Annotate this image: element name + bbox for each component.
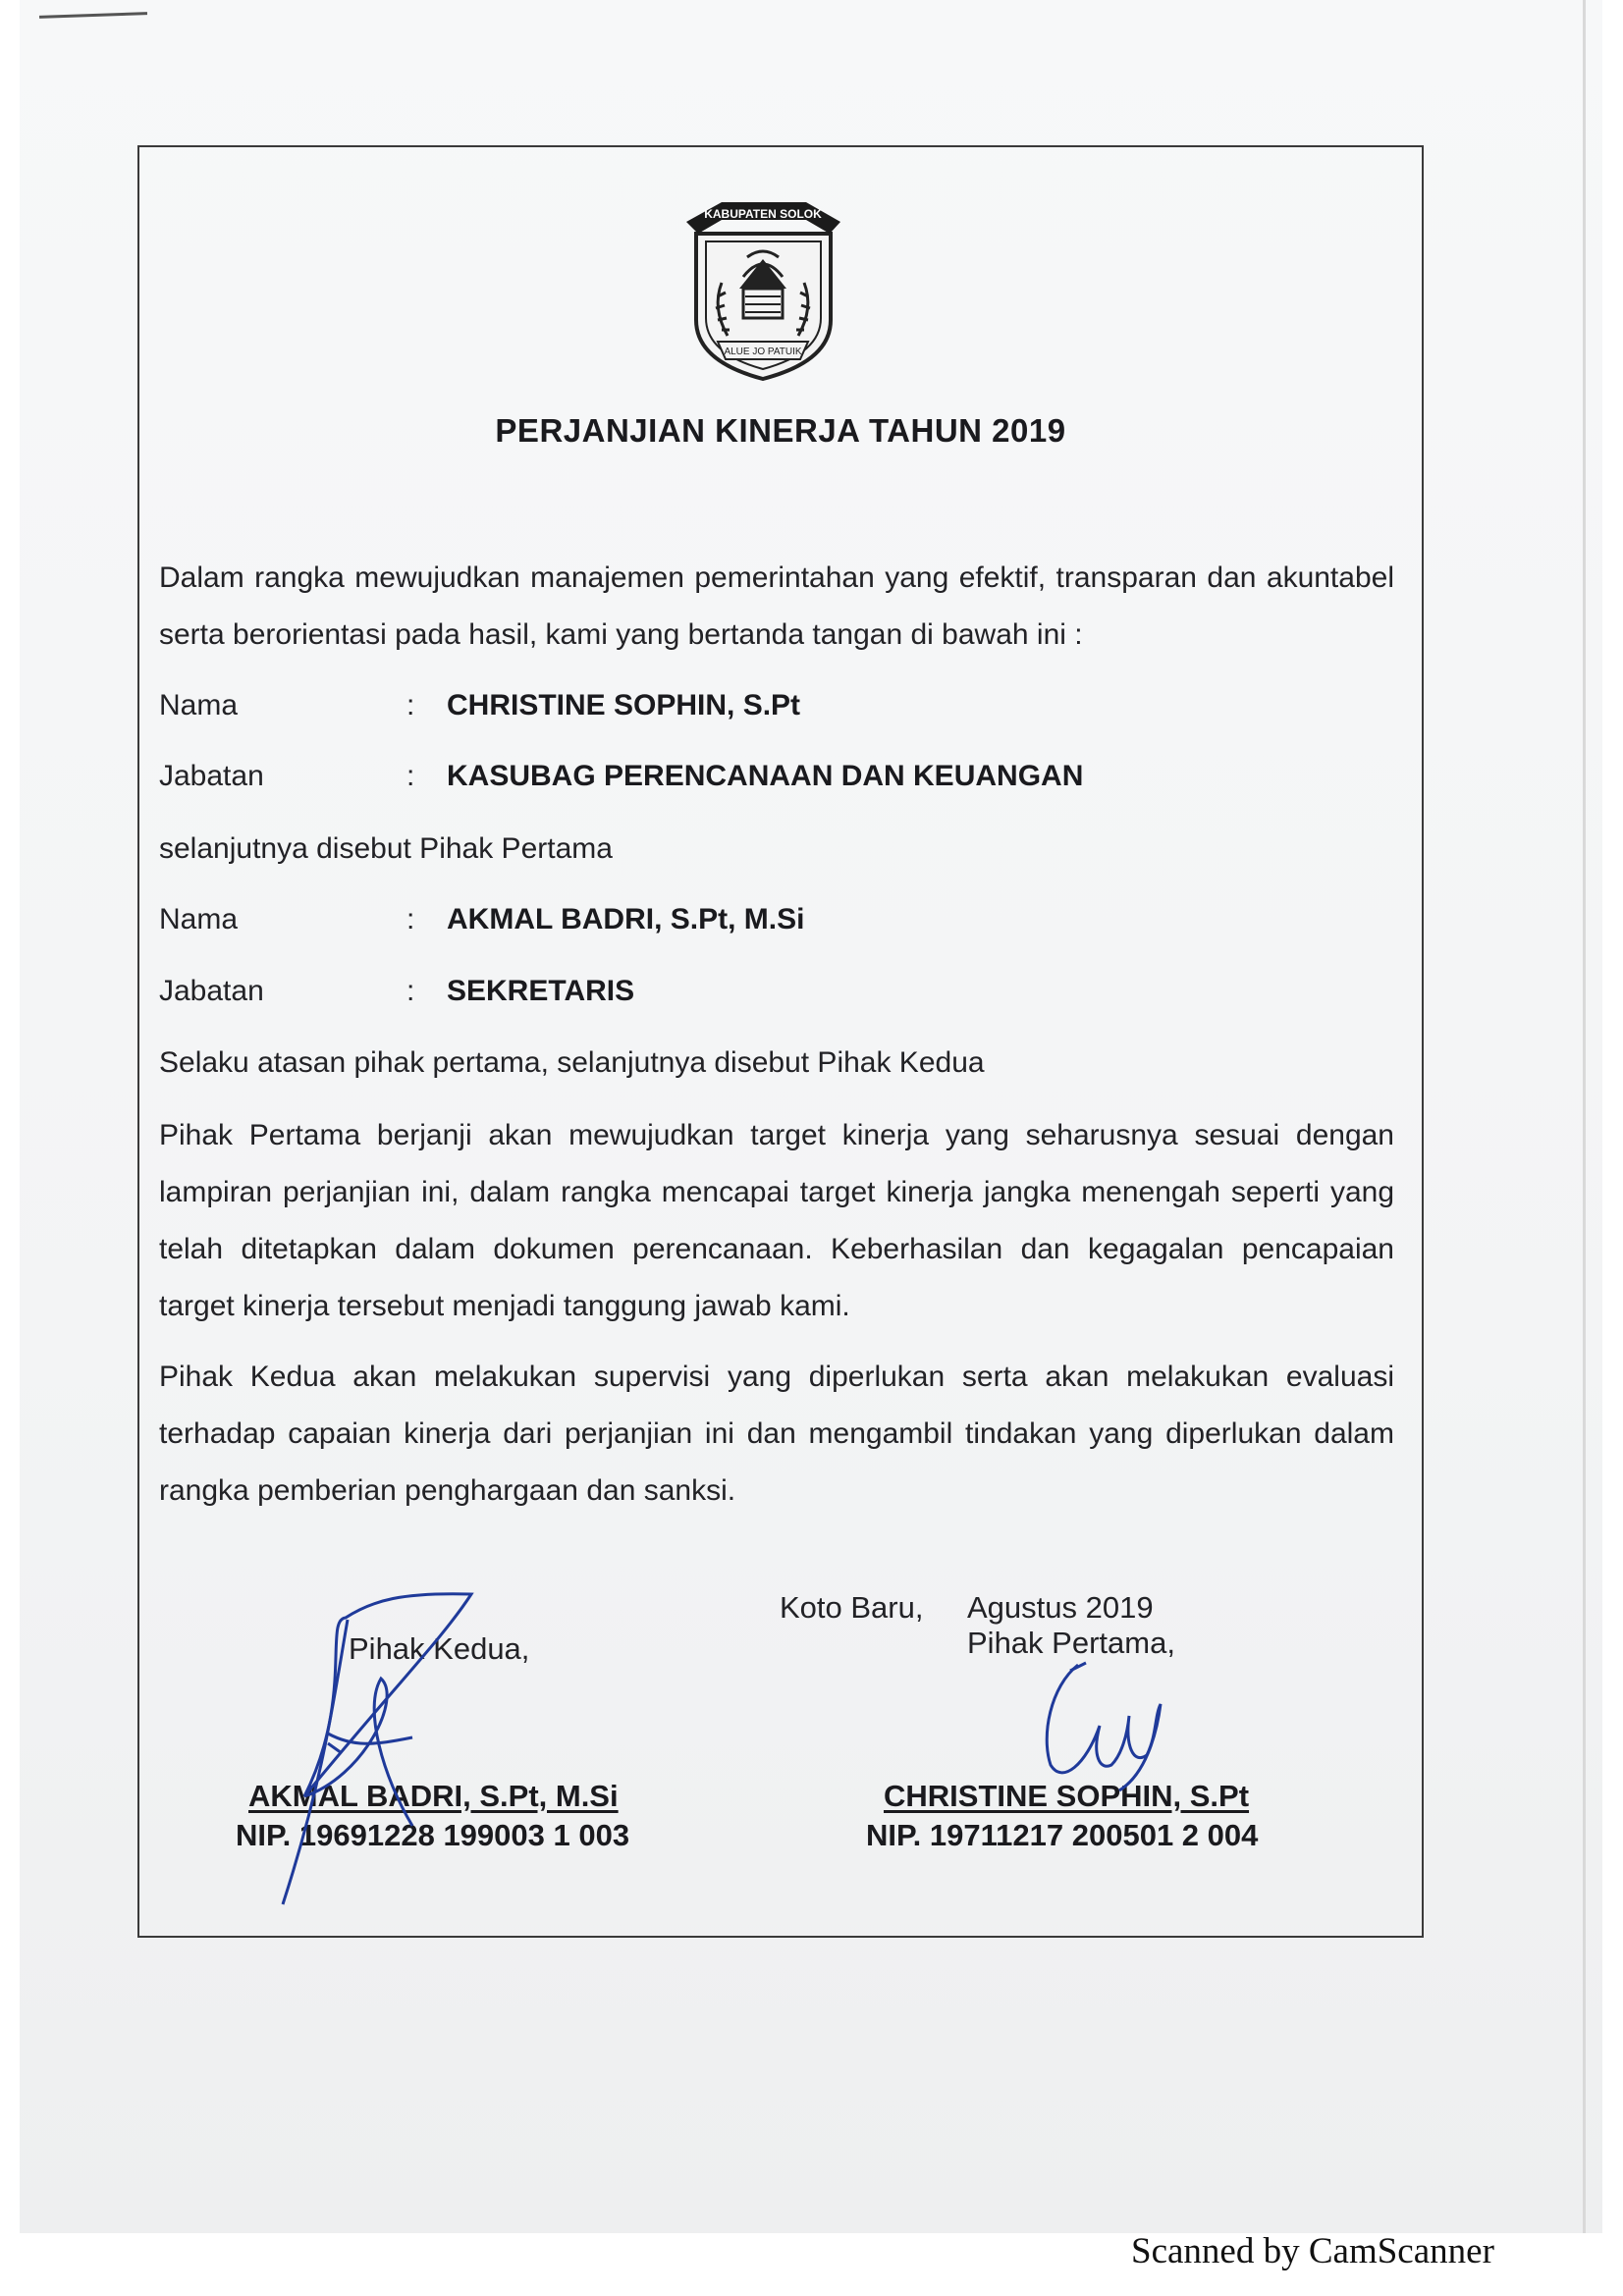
party1-position-label: Jabatan [159,760,264,792]
left-signer-name: AKMAL BADRI, S.Pt, M.Si [248,1779,619,1813]
scanner-watermark: Scanned by CamScanner [1131,2231,1494,2271]
party2-name-value: AKMAL BADRI, S.Pt, M.Si [447,903,805,935]
left-signer-role: Pihak Kedua, [349,1631,530,1666]
supervision-paragraph: Pihak Kedua akan melakukan supervisi yang diperlukan serta akan melakukan evaluasi terhadap capaian kinerja dari perjanjian ini dan mengambil tindakan yang diperlukan dalam rangka pemberian penghargaan dan sanksi. [159,1361,1394,1507]
right-signer-nip: NIP. 19711217 200501 2 004 [866,1818,1259,1852]
party1-name-colon: : [406,689,415,721]
party2-referred-text: Selaku atasan pihak pertama, selanjutnya disebut Pihak Kedua [159,1046,985,1079]
right-signer-role: Pihak Pertama, [967,1626,1175,1660]
commitment-paragraph: Pihak Pertama berjanji akan mewujudkan target kinerja yang seharusnya sesuai dengan lampiran perjanjian ini, dalam rangka mencapai target kinerja jangka menengah seperti yang telah ditetapkan dalam dokumen perencanaan. Keberhasilan dan kegagalan pencapaian target kinerja tersebut menjadi tanggung jawab kami. [159,1119,1394,1322]
paper-edge [1583,0,1586,2233]
signing-date: Agustus 2019 [967,1590,1154,1625]
left-signer-nip: NIP. 19691228 199003 1 003 [236,1818,630,1852]
signing-place: Koto Baru, [780,1590,924,1625]
party1-referred-text: selanjutnya disebut Pihak Pertama [159,832,613,865]
emblem-motto-text: ALUE JO PATUIK [724,347,802,357]
kabupaten-solok-emblem [682,194,844,381]
party1-position-colon: : [406,760,415,792]
party2-position-colon: : [406,975,415,1007]
emblem-banner-text: KABUPATEN SOLOK [704,207,822,221]
right-signer-name: CHRISTINE SOPHIN, S.Pt [884,1779,1250,1813]
party1-name-value: CHRISTINE SOPHIN, S.Pt [447,689,801,721]
intro-paragraph: Dalam rangka mewujudkan manajemen pemerintahan yang efektif, transparan dan akuntabel serta berorientasi pada hasil, kami yang bertanda tangan di bawah ini : [159,561,1394,651]
party2-position-label: Jabatan [159,975,264,1007]
party2-name-colon: : [406,903,415,935]
party1-name-label: Nama [159,689,239,721]
party2-name-label: Nama [159,903,239,935]
document-title: PERJANJIAN KINERJA TAHUN 2019 [495,412,1066,449]
party1-position-value: KASUBAG PERENCANAAN DAN KEUANGAN [447,760,1084,792]
party2-position-value: SEKRETARIS [447,975,635,1007]
